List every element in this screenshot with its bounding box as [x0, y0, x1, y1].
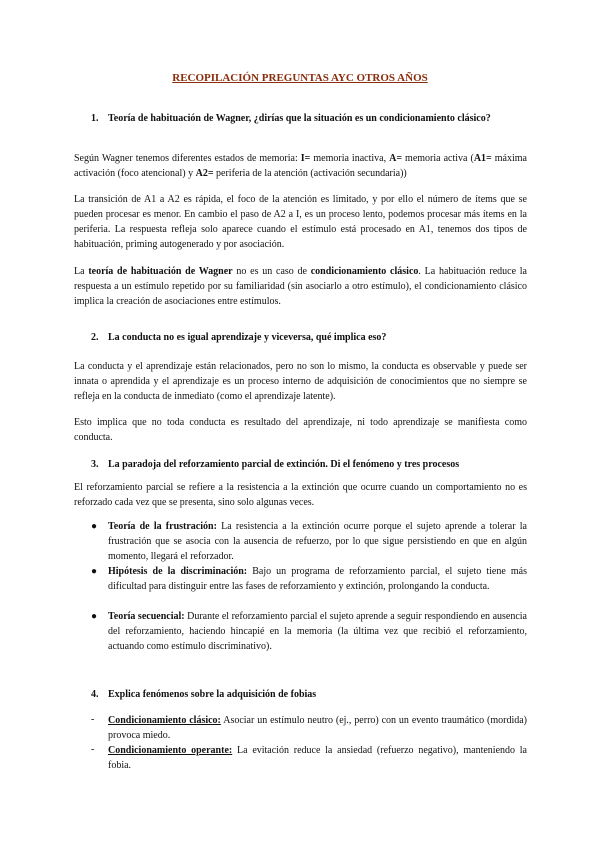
q3-bullet-2: Hipótesis de la discriminación: Bajo un programa de reforzamiento parcial, el sujeto tiene más dificultad para distinguir entre las fases de reforzamiento y extinción, prolongando la conducta. — [108, 566, 527, 592]
question-text: Teoría de habituación de Wagner, ¿dirías que la situación es un condicionamiento clásico? — [108, 113, 491, 124]
q3-bullet-3: Teoría secuencial: Durante el reforzamiento parcial el sujeto aprende a seguir respondiendo en ausencia del reforzamiento, haciendo hincapié en la memoria (la última vez que recibió el reforzamiento, actuando como estímulo discriminativo). — [108, 611, 527, 652]
q1-paragraph-2: La transición de A1 a A2 es rápida, el foco de la atención es limitado, y por ello el número de ítems que se pueden procesar es menor. En cambio el paso de A2 a I, es un proceso lento, podemos procesar más ítems en la periferia. La respuesta refleja solo aparece cuando el estímulo está procesado en A1, tenemos dos tipos de habituación, priming autogenerado y por asociación. — [74, 194, 527, 250]
question-text: Explica fenómenos sobre la adquisición de fobias — [108, 689, 317, 700]
question-number: 2. — [91, 332, 99, 343]
bullet-icon: ● — [91, 521, 98, 532]
q4-item-1: Condicionamiento clásico: Asociar un estímulo neutro (ej., perro) con un evento traumático (mordida) provoca miedo. — [108, 715, 527, 741]
page-title: RECOPILACIÓN PREGUNTAS AYC OTROS AÑOS — [172, 72, 428, 84]
bullet-icon: ● — [91, 566, 98, 577]
question-number: 1. — [91, 113, 99, 124]
question-number: 4. — [91, 689, 99, 700]
question-text: La conducta no es igual aprendizaje y viceversa, qué implica eso? — [108, 332, 387, 343]
bullet-icon: ● — [91, 611, 98, 622]
q2-paragraph-2: Esto implica que no toda conducta es resultado del aprendizaje, ni todo aprendizaje se manifiesta como conducta. — [74, 417, 527, 443]
q2-paragraph-1: La conducta y el aprendizaje están relacionados, pero no son lo mismo, la conducta es observable y puede ser innata o aprendida y el aprendizaje es un proceso interno de adquisición de conocimientos que no siempre se refleja en la conducta de inmediato (como el aprendizaje latente). — [74, 361, 527, 402]
dash-marker: - — [91, 744, 95, 755]
q1-paragraph-3: La teoría de habituación de Wagner no es un caso de condicionamiento clásico. La habituación reduce la respuesta a un estímulo repetido por su familiaridad (sin asociarlo a otro estímulo), el condicionamiento clásico implica la creación de asociaciones entre estímulos. — [74, 266, 527, 307]
question-number: 3. — [91, 459, 99, 470]
q3-bullet-1: Teoría de la frustración: La resistencia a la extinción ocurre porque el sujeto aprende a tolerar la frustración que se asocia con la ausencia de refuerzo, por lo que sigue persistiendo en que en algún momento, llegará el reforzador. — [108, 521, 527, 562]
q4-item-2: Condicionamiento operante: La evitación reduce la ansiedad (refuerzo negativo), manteniendo la fobia. — [108, 745, 527, 771]
q3-paragraph-1: El reforzamiento parcial se refiere a la resistencia a la extinción que ocurre cuando un comportamiento no es reforzado cada vez que se presenta, sino solo algunas veces. — [74, 482, 527, 508]
q1-paragraph-1: Según Wagner tenemos diferentes estados de memoria: I= memoria inactiva, A= memoria activa (A1= máxima activación (foco atencional) y A2= periferia de la atención (activación secundaria)) — [74, 153, 527, 179]
dash-marker: - — [91, 714, 95, 725]
question-text: La paradoja del reforzamiento parcial de extinción. Di el fenómeno y tres procesos — [108, 459, 460, 470]
